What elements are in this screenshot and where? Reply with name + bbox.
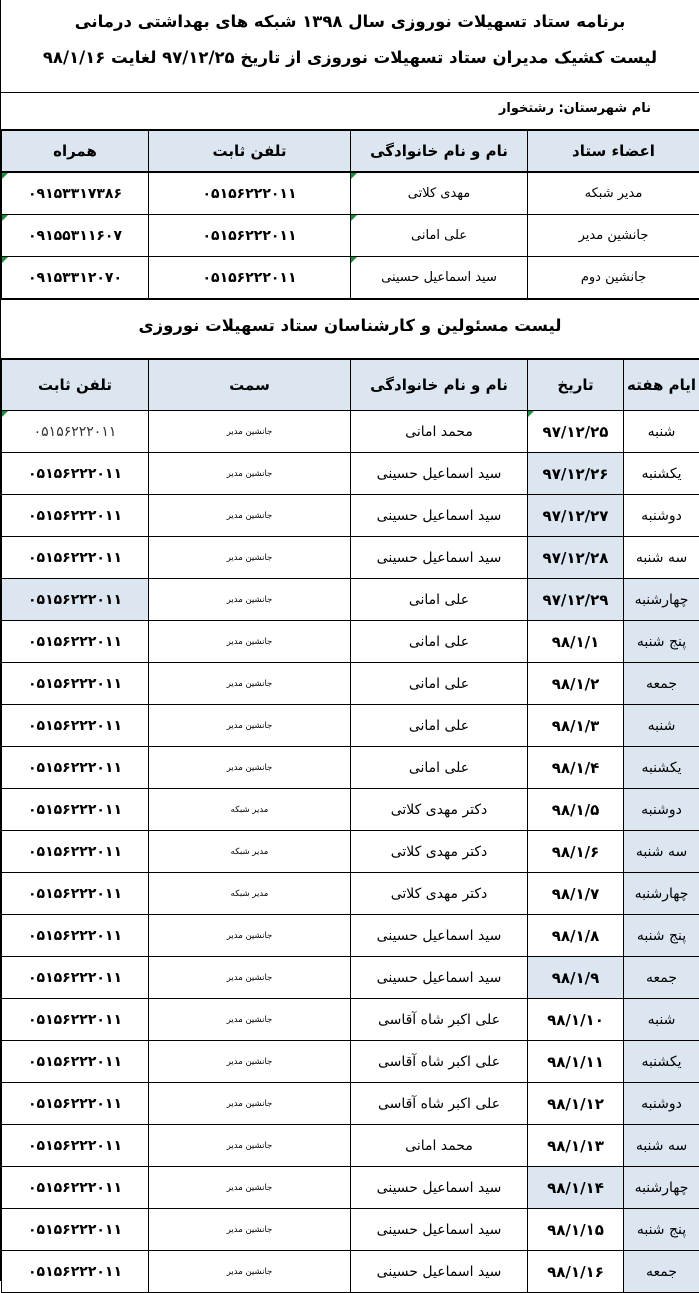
date-cell: ۹۷/۱۲/۲۷ (528, 495, 624, 537)
manager-row (2, 215, 699, 257)
phone-cell: ۰۵۱۵۶۲۲۲۰۱۱ (2, 411, 149, 453)
name-cell: محمد امانی (351, 411, 528, 453)
managers-header-row (2, 131, 699, 173)
role-cell: جانشین مدیر (149, 1125, 351, 1167)
role-cell: جانشین مدیر (149, 495, 351, 537)
phone-cell: ۰۵۱۵۶۲۲۲۰۱۱ (2, 453, 149, 495)
name-cell: علی امانی (351, 579, 528, 621)
table-row (2, 1041, 699, 1083)
col-role: اعضاء ستاد (528, 131, 699, 173)
role-cell: مدیر شبکه (149, 831, 351, 873)
date-cell: ۹۸/۱/۱۴ (528, 1167, 624, 1209)
mobile-cell: ۰۹۱۵۳۳۱۲۰۷۰ (2, 257, 149, 299)
table-row (2, 957, 699, 999)
day-cell: سه شنبه (624, 831, 699, 873)
phone-cell: ۰۵۱۵۶۲۲۲۰۱۱ (2, 999, 149, 1041)
day-cell: یکشنبه (624, 747, 699, 789)
name-cell: علی امانی (351, 663, 528, 705)
role-cell: جانشین مدیر (149, 663, 351, 705)
phone-cell: ۰۵۱۵۶۲۲۲۰۱۱ (2, 495, 149, 537)
date-cell: ۹۸/۱/۸ (528, 915, 624, 957)
day-cell: جمعه (624, 957, 699, 999)
role-cell: جانشین مدیر (149, 999, 351, 1041)
day-cell: شنبه (624, 705, 699, 747)
name-cell: علی اکبر شاه آقاسی (351, 1041, 528, 1083)
name-cell: علی امانی (351, 747, 528, 789)
name-cell: سید اسماعیل حسینی (351, 915, 528, 957)
name-cell: سید اسماعیل حسینی (351, 257, 528, 299)
day-cell: یکشنبه (624, 453, 699, 495)
role-cell: جانشین مدیر (149, 957, 351, 999)
name-cell: سید اسماعیل حسینی (351, 1209, 528, 1251)
role-cell: جانشین مدیر (149, 1083, 351, 1125)
role-cell: جانشین مدیر (149, 705, 351, 747)
name-cell: دکتر مهدی کلاتی (351, 873, 528, 915)
role-cell: مدیر شبکه (149, 873, 351, 915)
role-cell: جانشین مدیر (149, 747, 351, 789)
name-cell: سید اسماعیل حسینی (351, 1167, 528, 1209)
role-cell: جانشین مدیر (149, 453, 351, 495)
date-cell: ۹۸/۱/۵ (528, 789, 624, 831)
date-cell: ۹۸/۱/۱۵ (528, 1209, 624, 1251)
schedule-body (2, 411, 699, 1293)
phone-cell: ۰۵۱۵۶۲۲۲۰۱۱ (149, 172, 351, 215)
section2-heading (1, 299, 699, 359)
role-cell: جانشین دوم (528, 257, 699, 299)
title-block (1, 0, 699, 93)
day-cell: پنج شنبه (624, 621, 699, 663)
name-cell: سید اسماعیل حسینی (351, 537, 528, 579)
table-row (2, 1167, 699, 1209)
mobile-cell: ۰۹۱۵۳۳۱۷۳۸۶ (2, 172, 149, 215)
day-cell: چهارشنبه (624, 1167, 699, 1209)
date-cell: ۹۸/۱/۱۰ (528, 999, 624, 1041)
date-cell: ۹۸/۱/۱ (528, 621, 624, 663)
phone-cell: ۰۵۱۵۶۲۲۲۰۱۱ (2, 621, 149, 663)
mobile-cell: ۰۹۱۵۵۳۱۱۶۰۷ (2, 215, 149, 257)
role-cell: جانشین مدیر (149, 537, 351, 579)
phone-cell: ۰۵۱۵۶۲۲۲۰۱۱ (2, 831, 149, 873)
date-cell: ۹۷/۱۲/۲۹ (528, 579, 624, 621)
name-cell: دکتر مهدی کلاتی (351, 831, 528, 873)
phone-cell: ۰۵۱۵۶۲۲۲۰۱۱ (2, 1167, 149, 1209)
table-row (2, 1251, 699, 1293)
phone-cell: ۰۵۱۵۶۲۲۲۰۱۱ (2, 873, 149, 915)
day-cell: شنبه (624, 411, 699, 453)
phone-cell: ۰۵۱۵۶۲۲۲۰۱۱ (2, 705, 149, 747)
name-cell: سید اسماعیل حسینی (351, 495, 528, 537)
phone-cell: ۰۵۱۵۶۲۲۲۰۱۱ (2, 915, 149, 957)
col-mobile: همراه (2, 131, 149, 173)
phone-cell: ۰۵۱۵۶۲۲۲۰۱۱ (2, 537, 149, 579)
day-cell: دوشنبه (624, 789, 699, 831)
day-cell: یکشنبه (624, 1041, 699, 1083)
phone-cell: ۰۵۱۵۶۲۲۲۰۱۱ (2, 663, 149, 705)
role-cell: جانشین مدیر (149, 621, 351, 663)
phone-cell: ۰۵۱۵۶۲۲۲۰۱۱ (149, 215, 351, 257)
role-cell: جانشین مدیر (149, 1167, 351, 1209)
table-row (2, 411, 699, 453)
date-cell: ۹۷/۱۲/۲۸ (528, 537, 624, 579)
schedule-header-row (2, 360, 699, 411)
phone-cell: ۰۵۱۵۶۲۲۲۰۱۱ (2, 789, 149, 831)
name-cell: مهدی کلاتی (351, 172, 528, 215)
name-cell: سید اسماعیل حسینی (351, 453, 528, 495)
date-cell: ۹۸/۱/۳ (528, 705, 624, 747)
table-row (2, 621, 699, 663)
table-row (2, 831, 699, 873)
role-cell: جانشین مدیر (149, 1209, 351, 1251)
date-cell: ۹۸/۱/۱۶ (528, 1251, 624, 1293)
col-name: نام و نام خانوادگی (351, 131, 528, 173)
name-cell: دکتر مهدی کلاتی (351, 789, 528, 831)
name-cell: سید اسماعیل حسینی (351, 1251, 528, 1293)
date-cell: ۹۸/۱/۱۳ (528, 1125, 624, 1167)
table-row (2, 579, 699, 621)
col-date: تاریخ (528, 360, 624, 411)
name-cell: سید اسماعیل حسینی (351, 957, 528, 999)
name-cell: علی امانی (351, 705, 528, 747)
day-cell: جمعه (624, 1251, 699, 1293)
city-label: نام شهرستان: رشتخوار (499, 101, 651, 116)
table-row (2, 915, 699, 957)
table-row (2, 495, 699, 537)
table-row (2, 537, 699, 579)
phone-cell: ۰۵۱۵۶۲۲۲۰۱۱ (2, 1125, 149, 1167)
phone-cell: ۰۵۱۵۶۲۲۲۰۱۱ (2, 1041, 149, 1083)
table-row (2, 873, 699, 915)
table-row (2, 999, 699, 1041)
name-cell: علی اکبر شاه آقاسی (351, 1083, 528, 1125)
date-cell: ۹۸/۱/۱۲ (528, 1083, 624, 1125)
schedule-table (1, 359, 699, 1293)
date-cell: ۹۸/۱/۶ (528, 831, 624, 873)
date-cell: ۹۸/۱/۴ (528, 747, 624, 789)
table-row (2, 789, 699, 831)
table-row (2, 663, 699, 705)
phone-cell: ۰۵۱۵۶۲۲۲۰۱۱ (2, 1251, 149, 1293)
col-day: ایام هفته (624, 360, 699, 411)
day-cell: دوشنبه (624, 495, 699, 537)
table-row (2, 747, 699, 789)
section2-title: لیست مسئولین و کارشناسان ستاد تسهیلات نوروزی (1, 316, 699, 335)
name-cell: محمد امانی (351, 1125, 528, 1167)
managers-table (1, 130, 699, 299)
role-cell: جانشین مدیر (149, 1041, 351, 1083)
phone-cell: ۰۵۱۵۶۲۲۲۰۱۱ (2, 1083, 149, 1125)
role-cell: مدیر شبکه (149, 789, 351, 831)
role-cell: جانشین مدیر (149, 411, 351, 453)
table-row (2, 1125, 699, 1167)
table-row (2, 1209, 699, 1251)
role-cell: جانشین مدیر (149, 915, 351, 957)
date-cell: ۹۸/۱/۱۱ (528, 1041, 624, 1083)
role-cell: جانشین مدیر (149, 1251, 351, 1293)
date-cell: ۹۸/۱/۹ (528, 957, 624, 999)
role-cell: جانشین مدیر (528, 215, 699, 257)
name-cell: علی اکبر شاه آقاسی (351, 999, 528, 1041)
city-row (1, 93, 699, 130)
phone-cell: ۰۵۱۵۶۲۲۲۰۱۱ (2, 579, 149, 621)
phone-cell: ۰۵۱۵۶۲۲۲۰۱۱ (2, 747, 149, 789)
table-row (2, 453, 699, 495)
name-cell: علی امانی (351, 621, 528, 663)
date-cell: ۹۷/۱۲/۲۶ (528, 453, 624, 495)
col-role: سمت (149, 360, 351, 411)
table-row (2, 705, 699, 747)
phone-cell: ۰۵۱۵۶۲۲۲۰۱۱ (2, 957, 149, 999)
sub-title: لیست کشیک مدیران ستاد تسهیلات نوروزی از تاریخ ۹۷/۱۲/۲۵ لغایت ۹۸/۱/۱۶ (1, 48, 699, 67)
date-cell: ۹۸/۱/۷ (528, 873, 624, 915)
date-cell: ۹۸/۱/۲ (528, 663, 624, 705)
col-phone: تلفن ثابت (2, 360, 149, 411)
role-cell: مدیر شبکه (528, 172, 699, 215)
col-name: نام و نام خانوادگی (351, 360, 528, 411)
phone-cell: ۰۵۱۵۶۲۲۲۰۱۱ (149, 257, 351, 299)
day-cell: پنج شنبه (624, 1209, 699, 1251)
phone-cell: ۰۵۱۵۶۲۲۲۰۱۱ (2, 1209, 149, 1251)
day-cell: شنبه (624, 999, 699, 1041)
day-cell: سه شنبه (624, 537, 699, 579)
day-cell: پنج شنبه (624, 915, 699, 957)
manager-row (2, 257, 699, 299)
name-cell: علی امانی (351, 215, 528, 257)
role-cell: جانشین مدیر (149, 579, 351, 621)
table-row (2, 1083, 699, 1125)
day-cell: جمعه (624, 663, 699, 705)
manager-row (2, 172, 699, 215)
day-cell: چهارشنبه (624, 873, 699, 915)
day-cell: سه شنبه (624, 1125, 699, 1167)
day-cell: چهارشنبه (624, 579, 699, 621)
main-title: برنامه ستاد تسهیلات نوروزی سال ۱۳۹۸ شبکه های بهداشتی درمانی (1, 12, 699, 31)
col-phone: تلفن ثابت (149, 131, 351, 173)
day-cell: دوشنبه (624, 1083, 699, 1125)
date-cell: ۹۷/۱۲/۲۵ (528, 411, 624, 453)
